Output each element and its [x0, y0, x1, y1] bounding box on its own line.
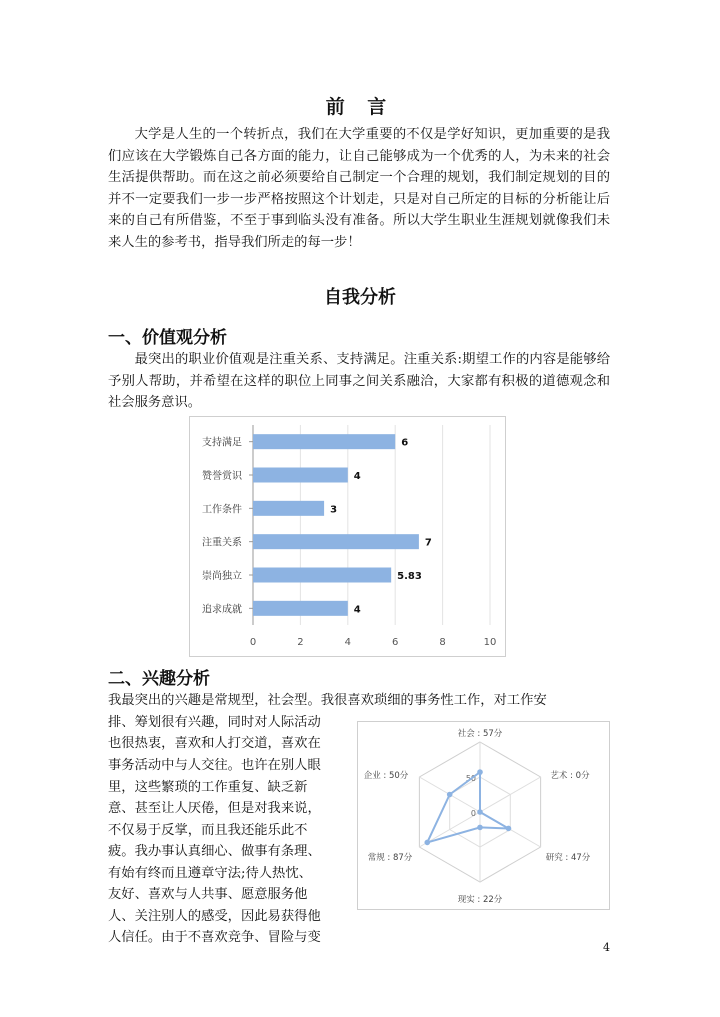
x-tick-label: 10: [483, 637, 497, 648]
ring-label: 0: [470, 809, 476, 818]
bar: [253, 501, 324, 516]
interest-line: 有始有终而且遵章守法;待人热忱、: [108, 866, 312, 881]
category-label: 崇尚独立: [202, 571, 242, 582]
preface-title: 前 言: [325, 96, 395, 118]
ring-label: 50: [465, 774, 476, 783]
bar: [253, 568, 391, 583]
category-label: 赞誉赏识: [202, 471, 242, 482]
radar-point: [477, 825, 483, 831]
bar-value-label: 5.83: [397, 571, 422, 582]
radar-point: [447, 792, 453, 798]
interest-line: 我最突出的兴趣是常规型，社会型。我很喜欢琐细的事务性工作，对工作安: [108, 693, 547, 708]
interest-heading: 二、兴趣分析: [108, 669, 210, 689]
radar-point: [477, 769, 483, 775]
radar-point: [506, 826, 512, 832]
interest-line: 排、筹划很有兴趣，同时对人际活动: [108, 715, 321, 730]
bar-value-label: 3: [330, 504, 338, 516]
page-number: 4: [603, 941, 610, 954]
category-label: 支持满足: [202, 437, 242, 449]
interest-line: 也很热衷，喜欢和人打交道，喜欢在: [108, 736, 321, 751]
x-tick-label: 6: [392, 637, 399, 648]
interest-radar-chart: [357, 721, 610, 910]
axis-label: 社会 : 57分: [457, 729, 503, 739]
interest-line: 不仅易于反掌，而且我还能乐此不: [108, 823, 308, 838]
bar: [253, 601, 348, 616]
category-label: 工作条件: [202, 504, 242, 516]
preface-paragraph: 大学是人生的一个转折点，我们在大学重要的不仅是学好知识，更加重要的是我们应该在大学锻炼自己各方面的能力，让自己能够成为一个优秀的人，为未来的社会生活提供帮助。而在这之前必须要给自己制定一个合理的规划，我们制定规划的目的并不一定要我们一步一步严格按照这个计划走，只是对自己所定的目标的分析能让后来的自己有所借鉴，不至于事到临头没有准备。所以大学生职业生涯规划就像我们未来人生的参考书，指导我们所走的每一步！: [108, 127, 610, 250]
interest-line: 人信任。由于不喜欢竞争、冒险与变: [108, 930, 321, 945]
values-bar-chart-svg: [190, 417, 505, 656]
bar-value-label: 4: [353, 471, 361, 482]
interest-line: 友好、喜欢与人共事、愿意服务他: [108, 887, 308, 902]
radar-point: [424, 840, 430, 846]
axis-label: 常规 : 87分: [367, 853, 413, 863]
bar-value-label: 4: [353, 604, 361, 616]
axis-label: 艺术 : 0分: [550, 771, 590, 781]
interest-line: 事务活动中与人交往。也许在别人眼: [108, 758, 321, 773]
radar-point: [477, 809, 483, 815]
x-tick-label: 2: [297, 637, 304, 648]
bar-value-label: 7: [424, 537, 432, 549]
x-tick-label: 4: [344, 637, 351, 648]
category-label: 注重关系: [202, 537, 242, 549]
x-tick-label: 0: [249, 637, 257, 648]
axis-label: 现实 : 22分: [457, 895, 503, 905]
x-tick-label: 8: [439, 637, 446, 648]
self-analysis-title: 自我分析: [324, 287, 396, 308]
bar: [253, 434, 395, 449]
interest-line: 人、关注别人的感受，因此易获得他: [108, 909, 321, 924]
interest-line: 里，这些繁琐的工作重复、缺乏新: [108, 780, 308, 795]
interest-radar-chart-svg: [358, 722, 609, 909]
values-paragraph: 最突出的职业价值观是注重关系、支持满足。注重关系:期望工作的内容是能够给予别人帮助，并希望在这样的职位上同事之间关系融洽，大家都有积极的道德观念和社会服务意识。: [108, 352, 610, 411]
bar: [253, 468, 348, 483]
category-label: 追求成就: [202, 604, 242, 616]
interest-line: 疲。我办事认真细心、做事有条理、: [108, 844, 321, 859]
values-heading: 一、价值观分析: [108, 328, 227, 348]
interest-line: 意、甚至让人厌倦，但是对我来说，: [108, 801, 321, 816]
axis-label: 研究 : 47分: [545, 853, 591, 863]
values-bar-chart: [189, 416, 506, 657]
axis-label: 企业 : 50分: [363, 771, 409, 781]
bar: [253, 534, 419, 549]
bar-value-label: 6: [401, 437, 409, 449]
